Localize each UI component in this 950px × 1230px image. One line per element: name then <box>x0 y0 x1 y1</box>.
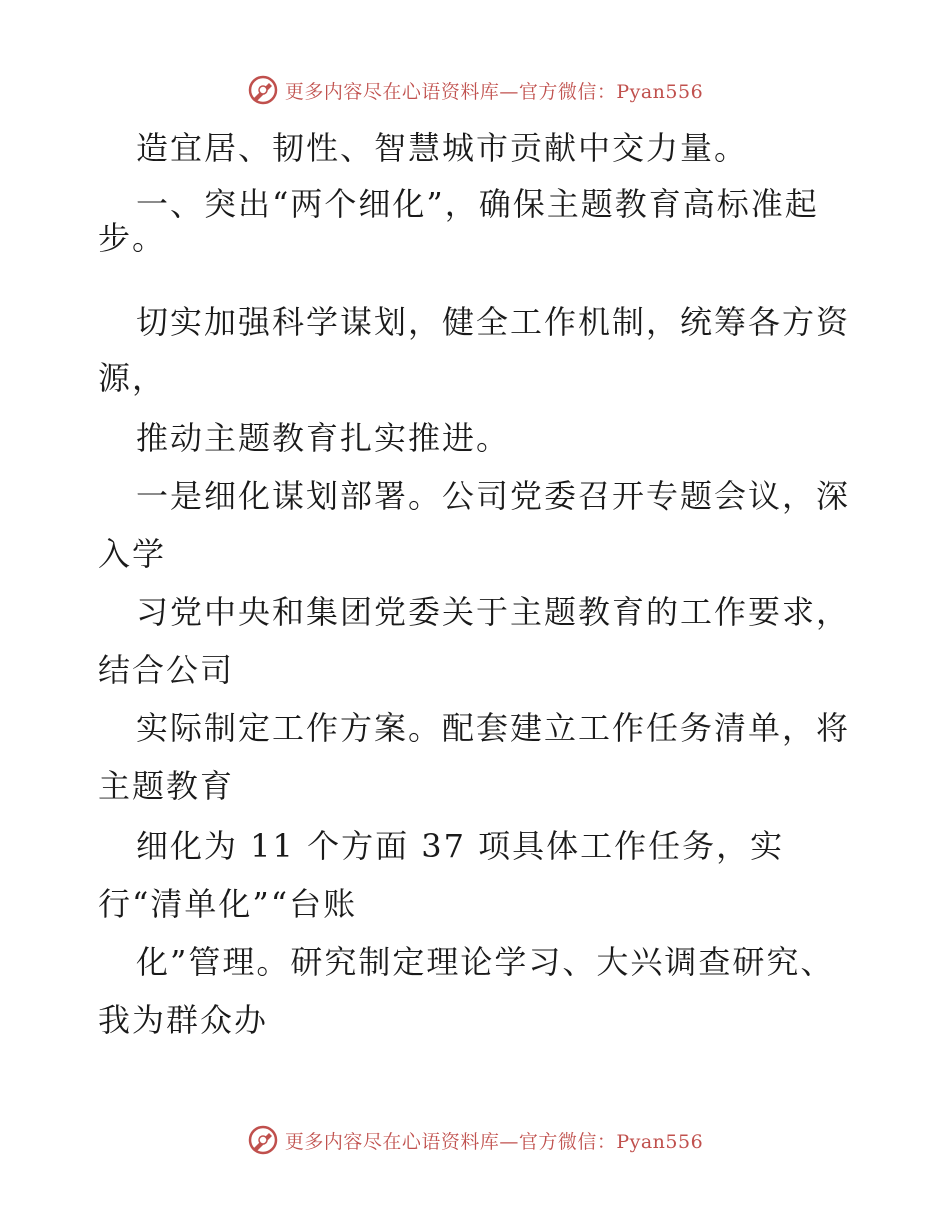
body-line-16: 我为群众办 <box>98 1001 269 1039</box>
footer-watermark-text: 更多内容尽在心语资料库—官方微信：Pyan556 <box>284 1130 704 1153</box>
body-line-11: 实际制定工作方案。配套建立工作任务清单，将 <box>136 709 851 747</box>
body-line-5: 源， <box>98 359 167 397</box>
body-line-12: 主题教育 <box>98 767 235 805</box>
body-line-15: 化”管理。研究制定理论学习、大兴调查研究、 <box>136 943 835 981</box>
body-line-1: 造宜居、韧性、智慧城市贡献中交力量。 <box>136 129 749 167</box>
body-line-13: 细化为 11 个方面 37 项具体工作任务，实 <box>136 827 785 865</box>
pen-logo-icon <box>247 74 279 106</box>
body-line-9: 习党中央和集团党委关于主题教育的工作要求， <box>136 593 851 631</box>
header-watermark-banner <box>0 72 950 108</box>
pen-logo-icon <box>247 1124 279 1156</box>
body-line-10: 结合公司 <box>98 651 235 689</box>
body-line-6: 推动主题教育扎实推进。 <box>136 419 511 457</box>
header-watermark-text: 更多内容尽在心语资料库—官方微信：Pyan556 <box>284 80 704 103</box>
body-line-3: 步。 <box>98 219 167 257</box>
body-line-14: 行“清单化”“台账 <box>98 885 358 923</box>
body-line-8: 入学 <box>98 535 167 573</box>
footer-watermark-banner <box>0 1122 950 1158</box>
body-line-4: 切实加强科学谋划，健全工作机制，统筹各方资 <box>136 303 851 341</box>
body-line-2: 一、突出“两个细化”，确保主题教育高标准起 <box>136 185 819 223</box>
body-line-7: 一是细化谋划部署。公司党委召开专题会议，深 <box>136 477 851 515</box>
